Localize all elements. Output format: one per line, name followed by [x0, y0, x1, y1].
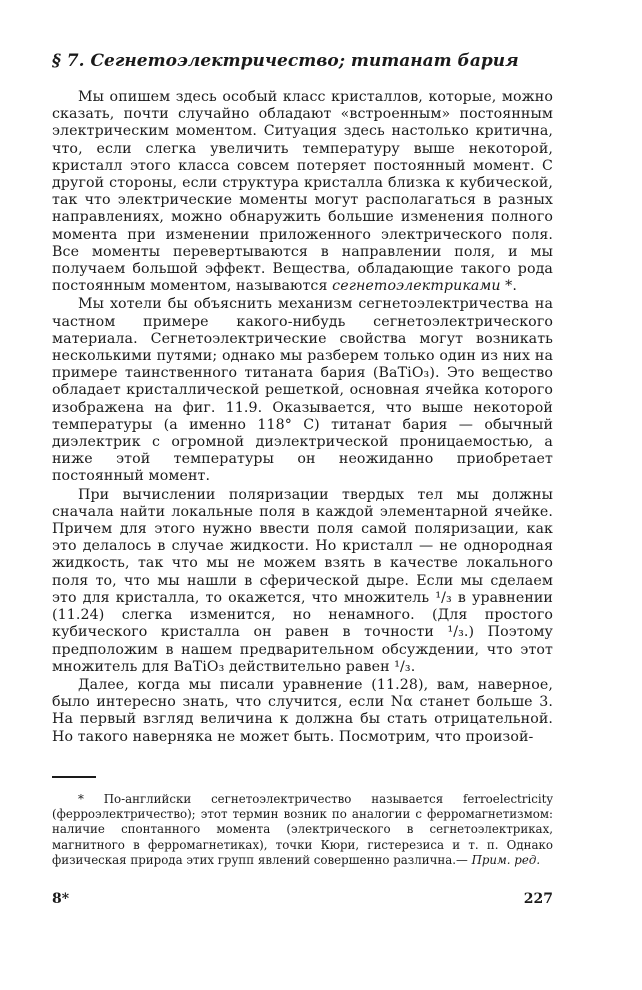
- signature-mark: 8*: [52, 891, 70, 907]
- footnote: [52, 792, 553, 868]
- paragraph-1-end: *.: [500, 278, 517, 295]
- page-number: 227: [523, 891, 553, 907]
- footnote-text: * По-английски сегнетоэлектричество называется ferroelectricity (ферроэлектричество); этот термин возник по аналогии с ферромагнетизмом: наличие спонтанного момента (электрического в сегнетоэлектриках, магнитного в ферромагнетиках), точки Кюри, гистерезиса и т. п. Однако физическая природа этих групп явлений совершенно различна.—: [52, 792, 553, 867]
- section-title: Сегнетоэлектричество; титанат бария: [90, 51, 519, 71]
- paragraph-1: [52, 89, 553, 295]
- body-text: [52, 89, 553, 746]
- paragraph-2: Мы хотели бы объяснить механизм сегнетоэлектричества на частном примере какого-нибудь сегнетоэлектрического материала. Сегнетоэлектрические свойства могут возникать несколькими путями; однако мы разберем только один из них на примере таинственного титаната бария (BaTiO₃). Это вещество обладает кристаллической решеткой, основная ячейка которого изображена на фиг. 11.9. Оказывается, что выше некоторой температуры (а именно 118° С) титанат бария — обычный диэлектрик с огромной диэлектрической проницаемостью, а ниже этой температуры он неожиданно приобретает постоянный момент.: [52, 296, 553, 485]
- book-page: [52, 0, 553, 990]
- paragraph-1-term: сегнетоэлектриками: [332, 278, 501, 295]
- section-heading: [52, 50, 553, 72]
- paragraph-4: Далее, когда мы писали уравнение (11.28), вам, наверное, было интересно знать, что случится, если Nα станет больше 3. На первый взгляд величина κ должна бы стать отрицательной. Но такого наверняка не может быть. Посмотрим, что произой-: [52, 676, 553, 745]
- footnote-note: Прим. ред.: [471, 852, 541, 867]
- footnote-separator: [52, 776, 96, 778]
- paragraph-1-text: Мы опишем здесь особый класс кристаллов, которые, можно сказать, почти случайно обладают «встроенным» постоянным электрическим моментом. Ситуация здесь настолько критична, что, если слегка увеличить температуру выше некоторой, кристалл этого класса совсем потеряет постоянный момент. С другой стороны, если структура кристалла близка к кубической, так что электрические моменты могут располагаться в разных направлениях, можно обнаружить большие изменения полного момента при изменении приложенного электрического поля. Все моменты перевертываются в направлении поля, и мы получаем большой эффект. Вещества, обладающие такого рода постоянным моментом, называются: [52, 89, 553, 295]
- section-number: § 7.: [52, 51, 85, 71]
- paragraph-3: При вычислении поляризации твердых тел мы должны сначала найти локальные поля в каждой элементарной ячейке. Причем для этого нужно ввести поля самой поляризации, как это делалось в случае жидкости. Но кристалл — не однородная жидкость, так что мы не можем взять в качестве локального поля то, что мы нашли в сферической дыре. Если мы сделаем это для кристалла, то окажется, что множитель ¹/₃ в уравнении (11.24) слегка изменится, но ненамного. (Для простого кубического кристалла он равен в точности ¹/₃.) Поэтому предположим в нашем предварительном обсуждении, что этот множитель для BaTiO₃ действительно равен ¹/₃.: [52, 486, 553, 675]
